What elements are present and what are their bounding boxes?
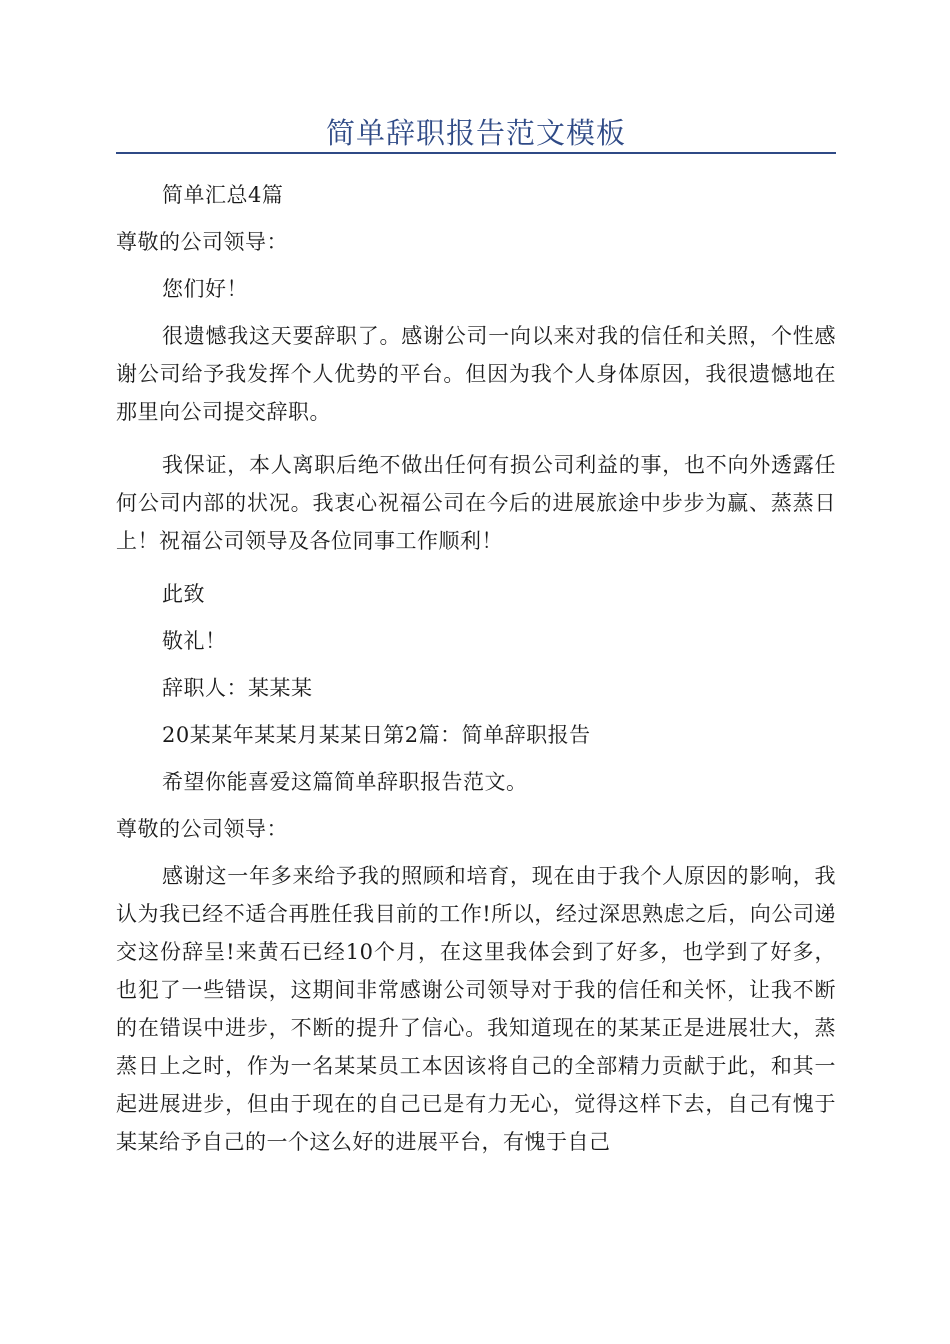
paragraph: 希望你能喜爱这篇简单辞职报告范文。 <box>162 770 528 794</box>
paragraph: 您们好！ <box>162 277 248 301</box>
page-title: 简单辞职报告范文模板 <box>325 116 626 150</box>
document-body <box>116 176 836 1161</box>
paragraph: 感谢这一年多来给予我的照顾和培育，现在由于我个人原因的影响，我认为我已经不适合再胜任我目前的工作!所以，经过深思熟虑之后，向公司递交这份辞呈!来黄石已经10个月，在这里我体会到了好多，也学到了好多，也犯了一些错误，这期间非常感谢公司领导对于我的信任和关怀，让我不断的在错误中进步，不断的提升了信心。我知道现在的某某正是进展壮大，蒸蒸日上之时，作为一名某某员工本因该将自己的全部精力贡献于此，和其一起进展进步，但由于现在的自己已是有力无心，觉得这样下去，自己有愧于某某给予自己的一个这么好的进展平台，有愧于自己 <box>116 864 836 1154</box>
document-page <box>116 0 836 1176</box>
paragraph: 我保证，本人离职后绝不做出任何有损公司利益的事，也不向外透露任何公司内部的状况。我衷心祝福公司在今后的进展旅途中步步为赢、蒸蒸日上！祝福公司领导及各位同事工作顺利！ <box>116 453 836 553</box>
paragraph: 辞职人：某某某 <box>162 676 313 700</box>
paragraph: 简单汇总4篇 <box>162 183 284 207</box>
paragraph: 很遗憾我这天要辞职了。感谢公司一向以来对我的信任和关照，个性感谢公司给予我发挥个人优势的平台。但因为我个人身体原因，我很遗憾地在那里向公司提交辞职。 <box>116 324 836 424</box>
paragraph: 敬礼！ <box>162 629 227 653</box>
paragraph: 此致 <box>162 582 205 606</box>
title-underline <box>116 152 836 154</box>
paragraph: 20某某年某某月某某日第2篇：简单辞职报告 <box>162 723 591 747</box>
paragraph: 尊敬的公司领导： <box>116 230 288 254</box>
paragraph: 尊敬的公司领导： <box>116 817 288 841</box>
